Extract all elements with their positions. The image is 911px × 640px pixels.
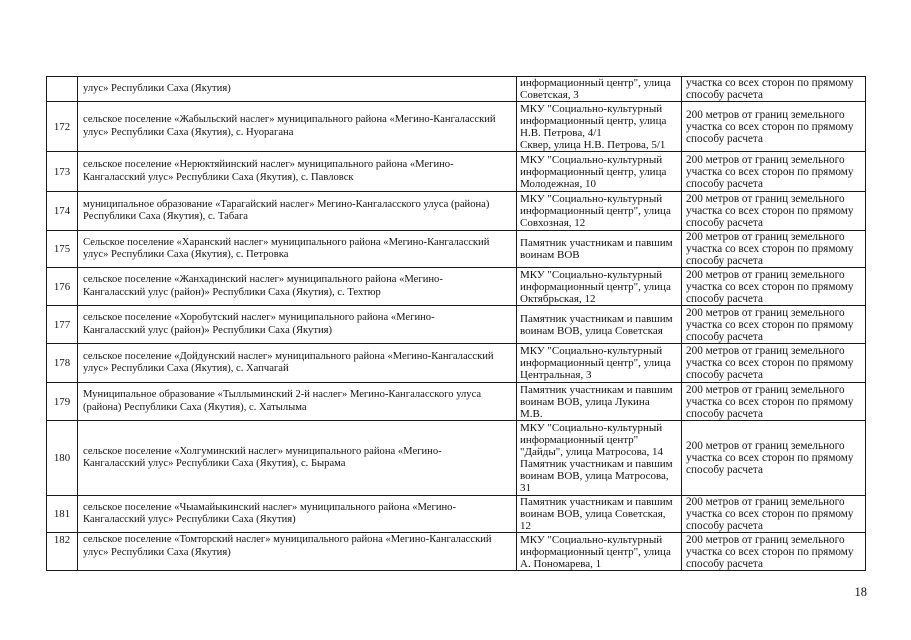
row-number: 175	[47, 231, 78, 268]
distance-rule: 200 метров от границ земельного участка со всех сторон по прямому способу расчета	[682, 533, 866, 571]
table-row	[47, 102, 866, 152]
table-row	[47, 306, 866, 344]
distance-rule: участка со всех сторон по прямому способу расчета	[682, 77, 866, 102]
table-row	[47, 268, 866, 306]
table-row	[47, 421, 866, 496]
row-number: 180	[47, 421, 78, 496]
table-row	[47, 152, 866, 192]
distance-rule: 200 метров от границ земельного участка со всех сторон по прямому способу расчета	[682, 344, 866, 383]
object-location: информационный центр", улица Советская, 3	[517, 77, 682, 102]
row-number: 174	[47, 192, 78, 231]
distance-rule: 200 метров от границ земельного участка со всех сторон по прямому способу расчета	[682, 268, 866, 306]
row-number	[47, 77, 78, 102]
settlement-name: сельское поселение «Чыамайыкинский наслег» муниципального района «Мегино- Кангаласский улус» Республики Саха (Якутия)	[78, 496, 517, 533]
settlement-name: сельское поселение «Холгуминский наслег» муниципального района «Мегино- Кангаласский улус» Республики Саха (Якутия), с. Бырама	[78, 421, 517, 496]
table-row	[47, 496, 866, 533]
object-location: МКУ "Социально-культурный информационный центр" "Дайды", улица Матросова, 14 Памятник участникам и павшим воинам ВОВ, улица Матросова, 31	[517, 421, 682, 496]
row-number: 177	[47, 306, 78, 344]
table-row	[47, 344, 866, 383]
settlement-name: сельское поселение «Хоробутский наслег» муниципального района «Мегино- Кангаласский улус (район)» Республики Саха (Якутия)	[78, 306, 517, 344]
settlements-table	[46, 76, 866, 571]
distance-rule: 200 метров от границ земельного участка со всех сторон по прямому способу расчета	[682, 192, 866, 231]
row-number: 178	[47, 344, 78, 383]
settlement-name: сельское поселение «Томторский наслег» муниципального района «Мегино-Кангаласский улус» Республики Саха (Якутия)	[78, 533, 517, 571]
distance-rule: 200 метров от границ земельного участка со всех сторон по прямому способу расчета	[682, 152, 866, 192]
row-number: 182	[47, 533, 78, 571]
distance-rule: 200 метров от границ земельного участка со всех сторон по прямому способу расчета	[682, 383, 866, 421]
distance-rule: 200 метров от границ земельного участка со всех сторон по прямому способу расчета	[682, 231, 866, 268]
row-number: 172	[47, 102, 78, 152]
row-number: 181	[47, 496, 78, 533]
row-number: 179	[47, 383, 78, 421]
distance-rule: 200 метров от границ земельного участка со всех сторон по прямому способу расчета	[682, 306, 866, 344]
object-location: МКУ "Социально-культурный информационный центр", улица А. Пономарева, 1	[517, 533, 682, 571]
object-location: Памятник участникам и павшим воинам ВОВ	[517, 231, 682, 268]
table-row	[47, 383, 866, 421]
object-location: Памятник участникам и павшим воинам ВОВ, улица Советская, 12	[517, 496, 682, 533]
row-number: 173	[47, 152, 78, 192]
object-location: МКУ "Социально-культурный информационный центр, улица Н.В. Петрова, 4/1 Сквер, улица Н.В. Петрова, 5/1	[517, 102, 682, 152]
settlement-name: муниципальное образование «Тарагайский наслег» Мегино-Кангаласского улуса (района) Республики Саха (Якутия), с. Табага	[78, 192, 517, 231]
settlement-name: сельское поселение «Нерюктяйинский наслег» муниципального района «Мегино- Кангаласский улус» Республики Саха (Якутия), с. Павловск	[78, 152, 517, 192]
settlement-name: улус» Республики Саха (Якутия)	[78, 77, 517, 102]
object-location: МКУ "Социально-культурный информационный центр", улица Центральная, 3	[517, 344, 682, 383]
distance-rule: 200 метров от границ земельного участка со всех сторон по прямому способу расчета	[682, 496, 866, 533]
settlement-name: сельское поселение «Жабыльский наслег» муниципального района «Мегино-Кангаласский улус» Республики Саха (Якутия), с. Нуорагана	[78, 102, 517, 152]
settlement-name: Сельское поселение «Харанский наслег» муниципального района «Мегино-Кангаласский улус» Республики Саха (Якутия), с. Петровка	[78, 231, 517, 268]
table-row	[47, 77, 866, 102]
distance-rule: 200 метров от границ земельного участка со всех сторон по прямому способу расчета	[682, 421, 866, 496]
settlement-name: сельское поселение «Дойдунский наслег» муниципального района «Мегино-Кангаласский улус» Республики Саха (Якутия), с. Хапчагай	[78, 344, 517, 383]
object-location: Памятник участникам и павшим воинам ВОВ, улица Советская	[517, 306, 682, 344]
settlement-name: Муниципальное образование «Тыллыминский 2-й наслег» Мегино-Кангаласского улуса (района) Республики Саха (Якутия), с. Хатылыма	[78, 383, 517, 421]
table-row	[47, 192, 866, 231]
object-location: МКУ "Социально-культурный информационный центр", улица Совхозная, 12	[517, 192, 682, 231]
settlement-name: сельское поселение «Жанхадинский наслег» муниципального района «Мегино- Кангаласский улус (район)» Республики Саха (Якутия), с. Техтюр	[78, 268, 517, 306]
object-location: Памятник участникам и павшим воинам ВОВ, улица Лукина М.В.	[517, 383, 682, 421]
object-location: МКУ "Социально-культурный информационный центр, улица Молодежная, 10	[517, 152, 682, 192]
table-row	[47, 231, 866, 268]
object-location: МКУ "Социально-культурный информационный центр", улица Октябрьская, 12	[517, 268, 682, 306]
distance-rule: 200 метров от границ земельного участка со всех сторон по прямому способу расчета	[682, 102, 866, 152]
table-row	[47, 533, 866, 571]
page-number: 18	[854, 585, 867, 599]
row-number: 176	[47, 268, 78, 306]
